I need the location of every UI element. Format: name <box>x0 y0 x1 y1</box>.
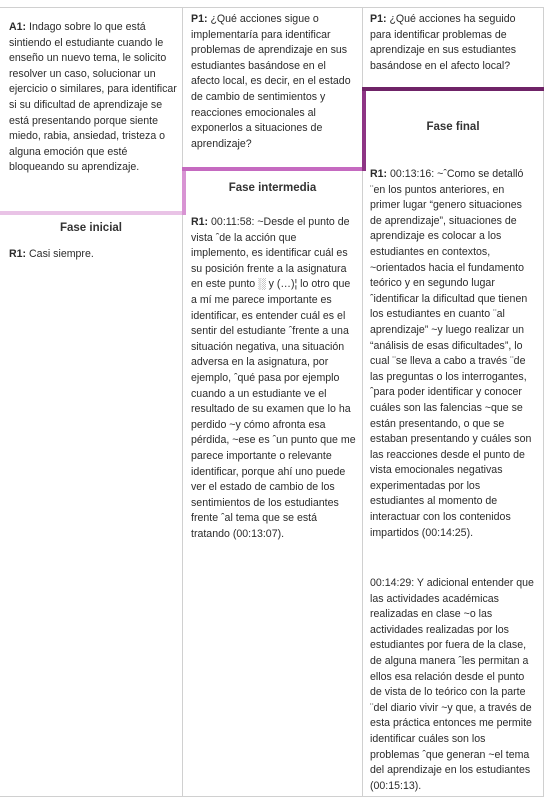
phase-title-final: Fase final <box>426 121 480 133</box>
bottom-border <box>0 796 544 797</box>
phase-step-initial <box>0 211 186 215</box>
response-text-continued: 00:14:29: Y adicional entender que las actividades académicas realizadas en clase ~o las actividades realizadas por los estudiantes por fuera de la clase, de alguna manera ˆles permitan a ellos esa relación desde el punto de vista de lo teórico con la parte ¨del diario vivir ~y que, a través de esta práctica entonces me permite identificar cuáles son los problemas ˆque generan ~el tema del aprendizaje en los estudiantes (00:15:13). <box>370 577 534 792</box>
column-intermediate-response <box>191 215 357 542</box>
question-text: ¿Qué acciones sigue o implementaría para identificar problemas de aprendizaje en sus estudiantes basándose en el afecto local, es decir, en el estado de cambio de sentimientos y reacciones emocionales al exponerlos a situaciones de aprendizaje? <box>191 13 351 150</box>
response-label: R1: <box>191 216 209 228</box>
phase-title-intermediate: Fase intermedia <box>228 182 317 194</box>
top-border <box>0 7 544 8</box>
column-intermediate-question <box>191 12 357 152</box>
column-divider-1 <box>182 7 183 796</box>
response-label: R1: <box>370 168 388 180</box>
column-initial-response <box>9 247 177 263</box>
response-text: Casi siempre. <box>29 248 94 260</box>
question-label: A1: <box>9 21 27 33</box>
phase-title-initial: Fase inicial <box>59 222 122 234</box>
question-text: Indago sobre lo que está sintiendo el estudiante cuando le enseño un nuevo tema, le solicito resolver un caso, solucionar un ejercicio o similares, para identificar si su dificultad de aprendizaje se está presentando porque siente miedo, rabia, ansiedad, tristeza o alguna emoción que esté bloqueando su aprendizaje. <box>9 21 177 174</box>
response-text: 00:13:16: ~ˆComo se detalló ¨en los puntos anteriores, en primer lugar “genero situaciones de aprendizaje”, situaciones de aprendizaje es colocar a los estudiantes en contextos, ~orientados hacia el fundamento teórico y en segundo lugar ˆidentificar la dificultad que tienen los estudiantes en cuanto ¨al aprendizaje” ~y luego realizar un “análisis de esas dificultades”, lo cual ¨se lleva a cabo a través ¨de las preguntas o los interrogantes, ˆpara poder identificar y conocer cuáles son las falencias ~que se están presentando, o que se estaban presentando y cuáles son las reacciones desde el punto de vista emocionales negativas experimentadas por los estudiantes al momento de interactuar con los contenidos impartidos (00:14:25). <box>370 168 532 539</box>
phase-step-intermediate <box>182 167 366 171</box>
column-final-response-2 <box>370 576 536 794</box>
column-final-response <box>370 167 536 541</box>
question-text: ¿Qué acciones ha seguido para identificar problemas de aprendizaje en sus estudiantes basándose en el afecto local? <box>370 13 517 72</box>
question-label: P1: <box>370 13 387 25</box>
column-final-question <box>370 12 536 74</box>
response-label: R1: <box>9 248 27 260</box>
column-initial-question <box>9 20 177 176</box>
response-text: 00:11:58: ~Desde el punto de vista ˆde la acción que implemento, es identificar cuál es su posición frente a la asignatura en este punto ░ y (…)¦ lo otro que a mí me parece importante es identificar, es entender cuál es el sentir del estudiante ˆfrente a una situación negativa, una situación adversa en la asignatura, por ejemplo, ˆqué pasa por ejemplo cuando a un estudiante ve el resultado de su examen que lo ha perdido ~y cómo afronta esa pérdida, ~ese es ˆun punto que me parece importante o relevante identificar, porque ahí uno puede ver el estado de cambio de los sentimientos de los estudiantes frente ˆal tema que se está tratando (00:13:07). <box>191 216 356 540</box>
question-label: P1: <box>191 13 208 25</box>
phase-step-final <box>362 87 544 91</box>
